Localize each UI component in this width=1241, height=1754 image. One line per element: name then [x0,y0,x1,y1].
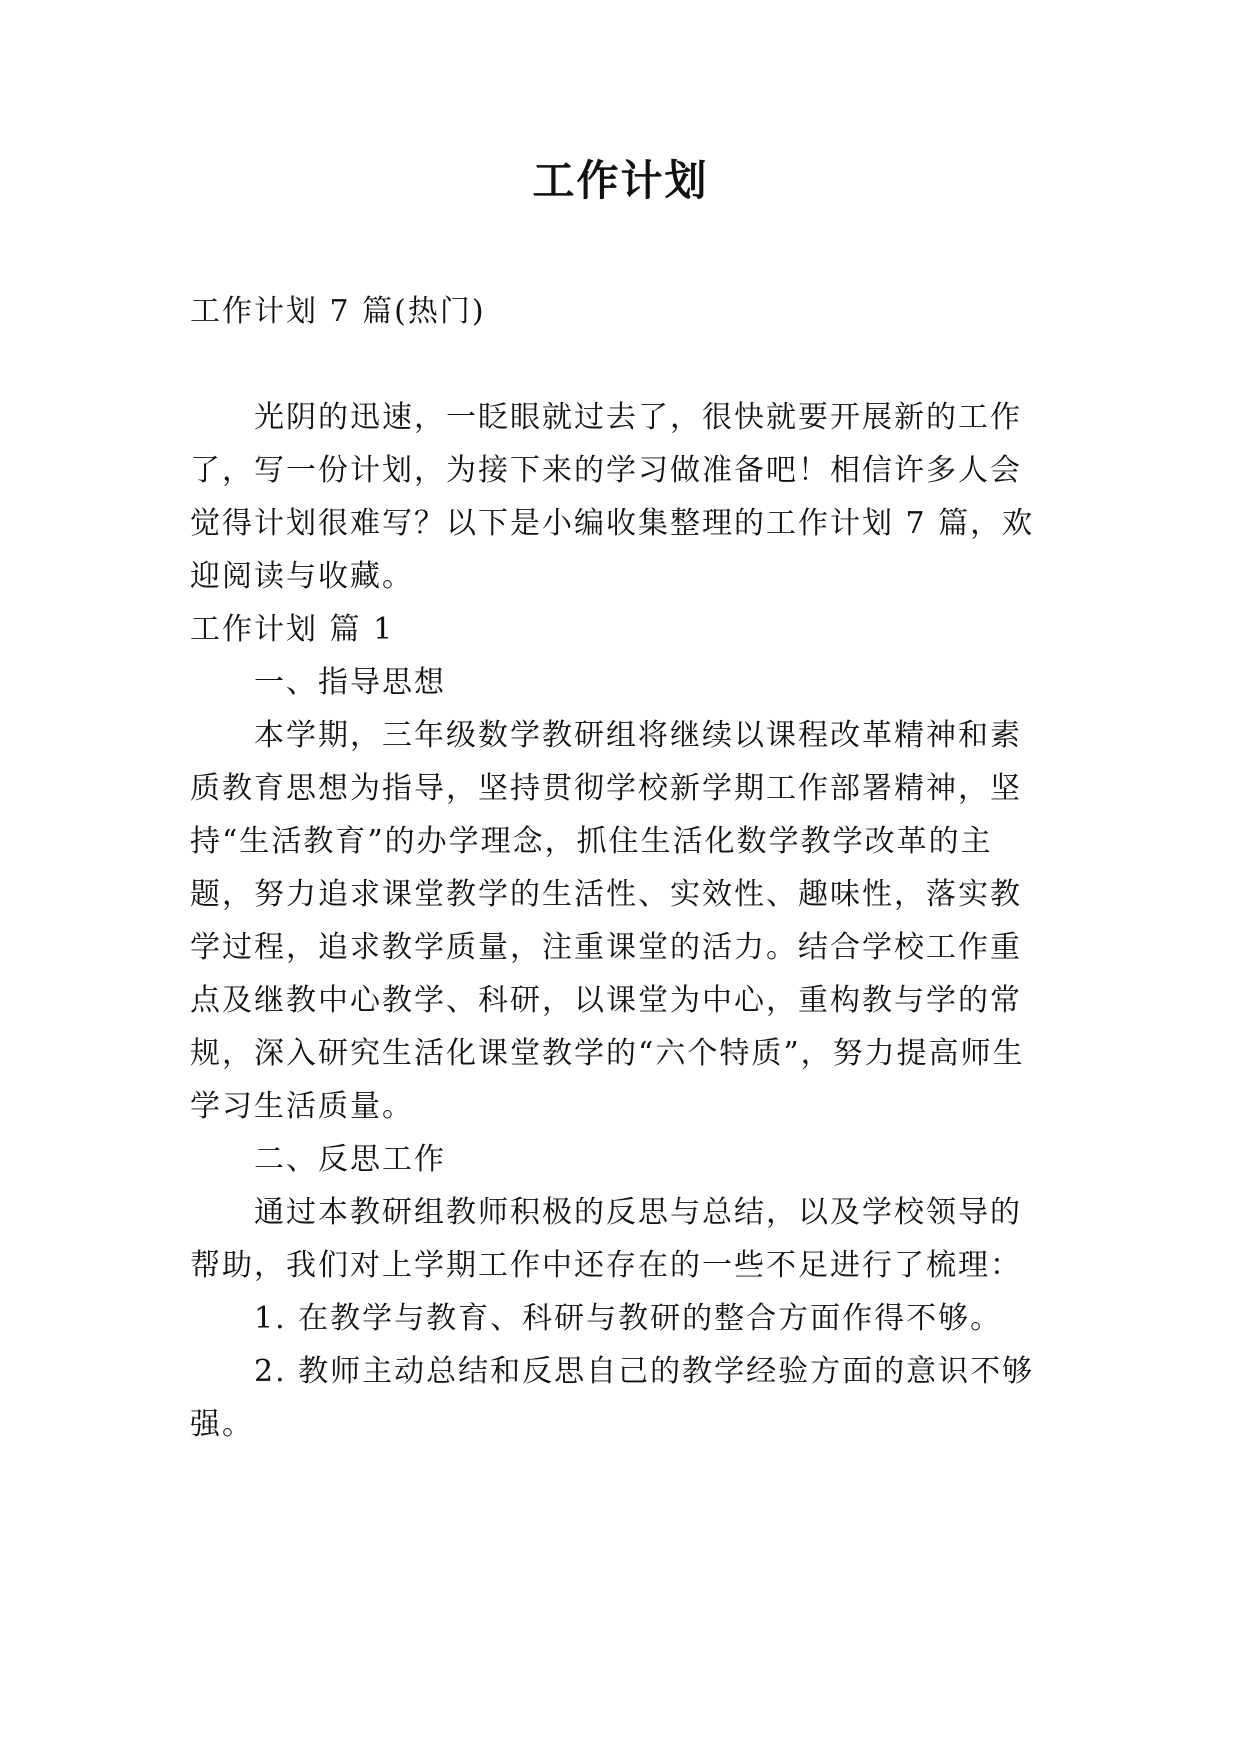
guiding-thought-paragraph: 本学期，三年级数学教研组将继续以课程改革精神和素质教育思想为指导，坚持贯彻学校新学期工作部署精神，坚持“生活教育”的办学理念，抓住生活化数学教学改革的主题，努力追求课堂教学的生活性、实效性、趣味性，落实教学过程，追求教学质量，注重课堂的活力。结合学校工作重点及继教中心教学、科研，以课堂为中心，重构教与学的常规，深入研究生活化课堂教学的“六个特质”，努力提高师生学习生活质量。 [190,718,1025,1124]
guiding-thought-heading: 一、指导思想 [254,665,446,700]
document-body [190,285,1050,1451]
reflection-item-1: 1. 在教学与教育、科研与教研的整合方面作得不够。 [254,1301,1003,1336]
intro-paragraph: 光阴的迅速，一眨眼就过去了，很快就要开展新的工作了，写一份计划，为接下来的学习做准备吧！相信许多人会觉得计划很难写？以下是小编收集整理的工作计划 7 篇，欢迎阅读与收藏。 [190,400,1035,594]
section-heading: 工作计划 篇 1 [190,612,395,647]
document-subtitle: 工作计划 7 篇(热门) [190,294,486,329]
document-title: 工作计划 [532,156,709,205]
reflection-paragraph: 通过本教研组教师积极的反思与总结，以及学校领导的帮助，我们对上学期工作中还存在的一些不足进行了梳理： [190,1195,1022,1283]
reflection-item-2: 2. 教师主动总结和反思自己的教学经验方面的意识不够强。 [190,1354,1035,1442]
reflection-heading: 二、反思工作 [254,1142,446,1177]
